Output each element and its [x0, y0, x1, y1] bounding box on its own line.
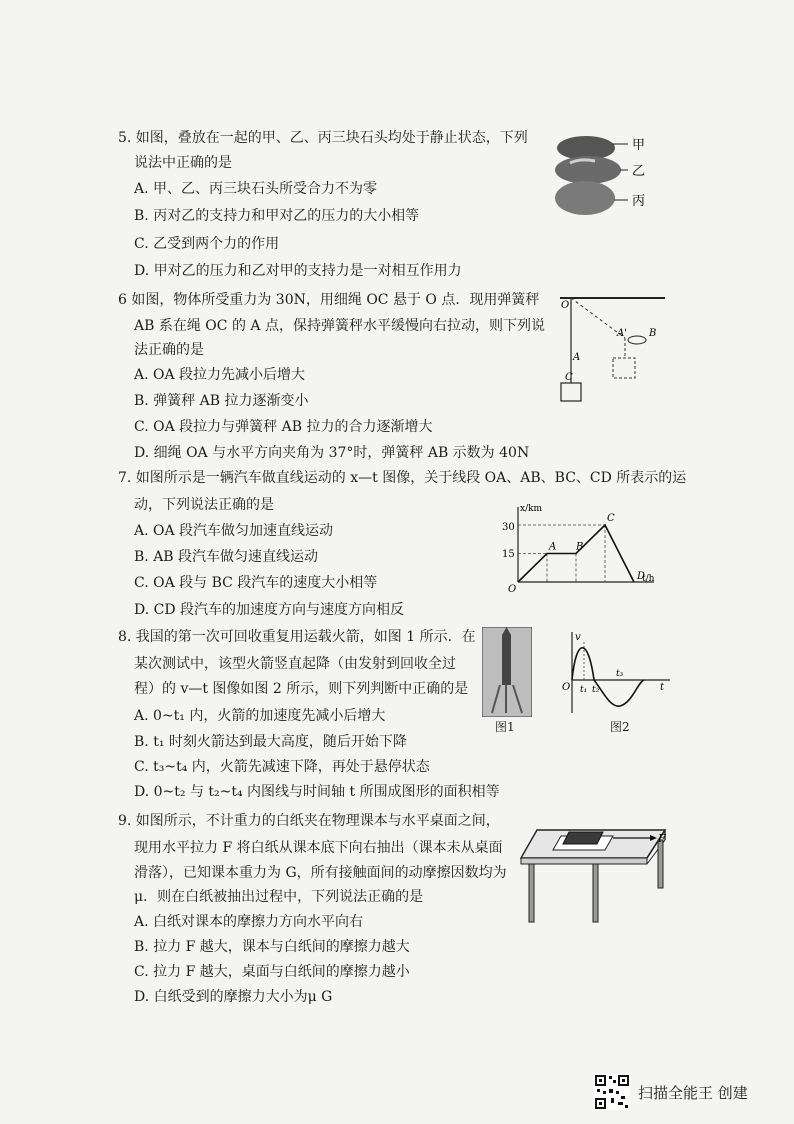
q7-option-a: A. OA 段汽车做匀加速直线运动: [134, 523, 334, 539]
q8-stem-line1: 8. 我国的第一次可回收重复用运载火箭，如图 1 所示．在: [118, 629, 476, 645]
rope-figure: [555, 288, 675, 408]
point-label-b: B: [576, 541, 584, 553]
q9-stem-line2: 现用水平拉力 F 将白纸从课本底下向右抽出（课本未从桌面: [134, 840, 503, 856]
q8-option-d: D. 0~t₂ 与 t₂~t₄ 内图线与时间轴 t 所围成图形的面积相等: [134, 784, 500, 800]
y-tick-15: 15: [502, 549, 515, 560]
label-yi: 乙: [632, 164, 646, 179]
q6-stem-line3: 法正确的是: [134, 342, 204, 358]
stones-figure: [540, 128, 665, 228]
fig2-caption: 图2: [610, 720, 630, 734]
q9-option-c: C. 拉力 F 越大，桌面与白纸间的摩擦力越小: [134, 964, 410, 980]
point-label-a: A: [549, 541, 557, 553]
q5-option-c: C. 乙受到两个力的作用: [134, 236, 280, 252]
rocket-photo: [482, 627, 532, 717]
q9-option-d: D. 白纸受到的摩擦力大小为μ G: [134, 989, 333, 1005]
point-label-o: O: [508, 584, 517, 595]
scanner-watermark: [594, 1074, 748, 1110]
vt-t2-label: t₂: [592, 685, 600, 695]
q7-option-c: C. OA 段与 BC 段汽车的速度大小相等: [134, 575, 378, 591]
table-leg-mid: [593, 864, 598, 922]
point-label-c: C: [607, 513, 615, 524]
label-o: O: [561, 300, 570, 311]
q7-stem-line2: 动，下列说法正确的是: [134, 497, 274, 513]
x-axis-label: t/h: [642, 574, 655, 584]
stone-bing: [555, 181, 615, 215]
q5-option-a: A. 甲、乙、丙三块石头所受合力不为零: [134, 181, 378, 197]
textbook: [563, 832, 603, 844]
q9-stem-line4: μ．则在白纸被抽出过程中，下列说法正确的是: [134, 889, 424, 905]
point-label-d: D: [637, 571, 646, 582]
force-f-label: F: [658, 832, 666, 845]
q6-stem-line1: 6 如图，物体所受重力为 30N，用细绳 OC 悬于 O 点．现用弹簧秤: [118, 292, 540, 308]
label-a-prime: A': [617, 328, 627, 339]
q8-stem-line3: 程）的 v—t 图像如图 2 所示，则下列判断中正确的是: [134, 681, 469, 697]
q5-option-b: B. 丙对乙的支持力和甲对乙的压力的大小相等: [134, 208, 420, 224]
q5-option-d: D. 甲对乙的压力和乙对甲的支持力是一对相互作用力: [134, 263, 462, 279]
label-a: A: [573, 352, 581, 363]
table-leg-left: [529, 864, 534, 922]
q9-stem-line3: 滑落），已知课本重力为 G，所有接触面间的动摩擦因数均为: [134, 865, 507, 881]
qr-code-icon: [594, 1074, 630, 1110]
xt-chart: [496, 497, 661, 597]
y-axis-label: x/km: [520, 504, 543, 514]
q9-option-a: A. 白纸对课本的摩擦力方向水平向右: [134, 914, 364, 930]
q6-option-c: C. OA 段拉力与弹簧秤 AB 拉力的合力逐渐增大: [134, 419, 433, 435]
vt-curve: [572, 648, 644, 706]
q8-option-b: B. t₁ 时刻火箭达到最大高度，随后开始下降: [134, 734, 407, 750]
table-book-figure: [515, 810, 685, 925]
vt-t-label: t: [660, 682, 665, 693]
q6-stem-line2: AB 系在绳 OC 的 A 点，保持弹簧秤水平缓慢向右拉动，则下列说: [134, 318, 545, 334]
q8-option-a: A. 0~t₁ 内，火箭的加速度先减小后增大: [134, 708, 386, 724]
q7-stem-line1: 7. 如图所示是一辆汽车做直线运动的 x—t 图像，关于线段 OA、AB、BC、CD 所表示的运: [118, 470, 687, 486]
label-b: B: [649, 328, 657, 339]
watermark-text: 扫描全能王 创建: [638, 1083, 748, 1102]
q5-stem-line1: 5. 如图，叠放在一起的甲、乙、丙三块石头均处于静止状态，下列: [118, 130, 528, 146]
q8-stem-line2: 某次测试中，该型火箭竖直起降（由发射到回收全过: [134, 656, 456, 672]
vt-v-label: v: [575, 632, 581, 643]
q8-option-c: C. t₃~t₄ 内，火箭先减速下降，再处于悬停状态: [134, 759, 430, 775]
vt-t3-label: t₃: [616, 669, 624, 679]
label-bing: 丙: [632, 194, 646, 209]
fig1-caption: 图1: [495, 720, 515, 734]
rocket-body: [502, 635, 511, 685]
y-tick-30: 30: [502, 522, 515, 533]
q7-option-b: B. AB 段汽车做匀速直线运动: [134, 549, 319, 565]
q9-stem-line1: 9. 如图所示，不计重力的白纸夹在物理课本与水平桌面之间，: [118, 813, 500, 829]
label-jia: 甲: [632, 138, 646, 153]
label-c: C: [565, 372, 573, 383]
table-leg-right: [658, 840, 663, 888]
q9-option-b: B. 拉力 F 越大，课本与白纸间的摩擦力越大: [134, 939, 410, 955]
q6-option-a: A. OA 段拉力先减小后增大: [134, 367, 306, 383]
q6-option-b: B. 弹簧秤 AB 拉力逐渐变小: [134, 393, 309, 409]
vt-graph: [560, 628, 675, 718]
vt-origin-label: O: [562, 682, 571, 693]
vt-t1-label: t₁: [580, 685, 588, 695]
q6-option-d: D. 细绳 OA 与水平方向夹角为 37°时，弹簧秤 AB 示数为 40N: [134, 445, 530, 461]
q7-option-d: D. CD 段汽车的加速度方向与速度方向相反: [134, 602, 405, 618]
q5-stem-line2: 说法中正确的是: [134, 155, 232, 171]
